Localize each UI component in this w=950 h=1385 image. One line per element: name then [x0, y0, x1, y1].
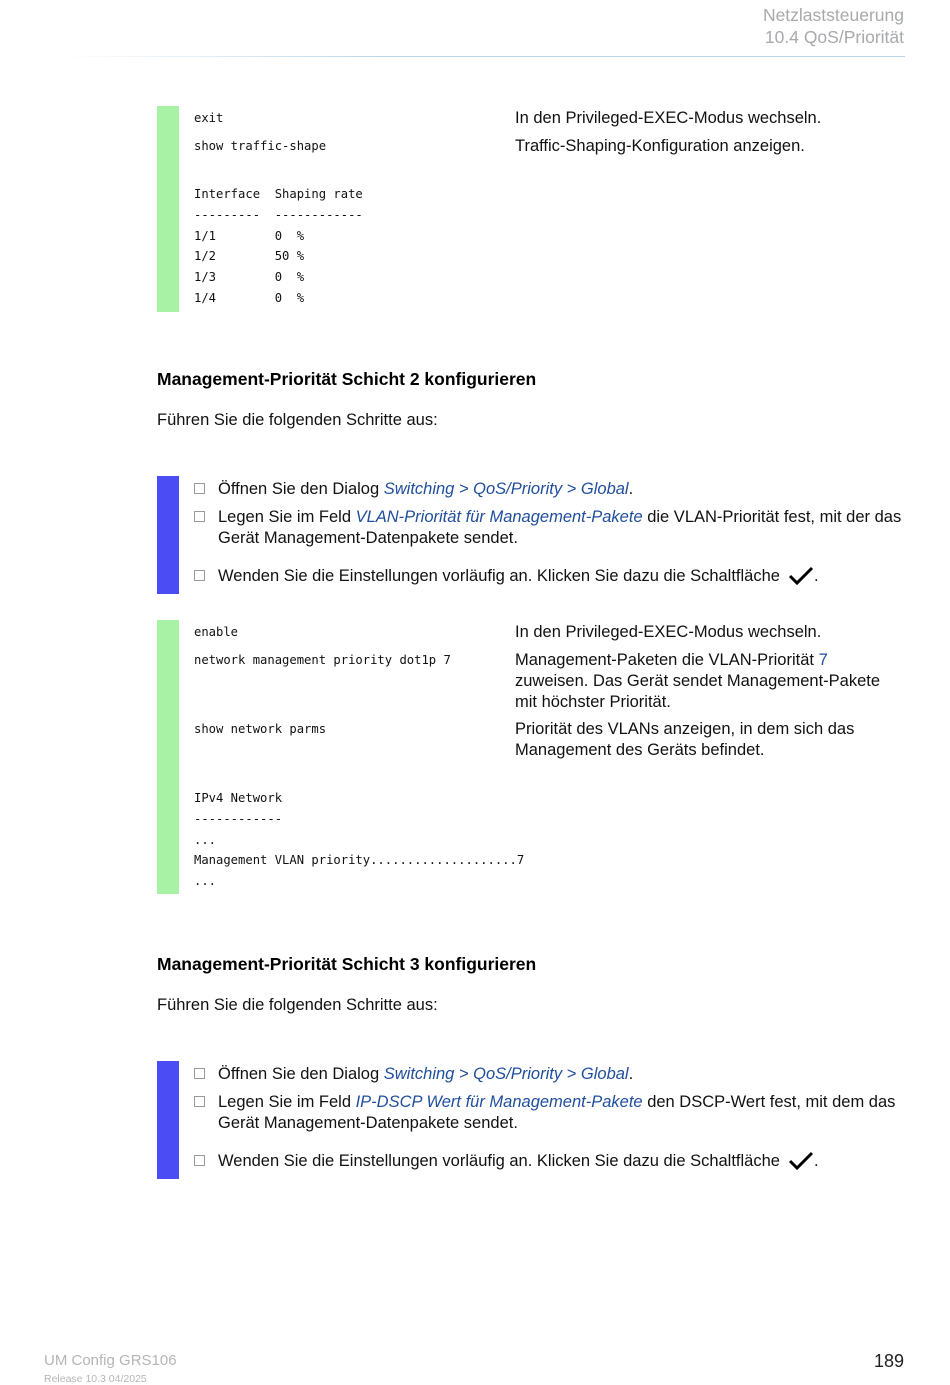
section-intro: Führen Sie die folgenden Schritte aus: — [157, 996, 438, 1014]
running-header-section: 10.4 QoS/Priorität — [764, 27, 904, 47]
cli-command: show network parms — [194, 722, 327, 736]
checkbox-icon[interactable] — [194, 483, 205, 494]
step-item: Öffnen Sie den Dialog Switching > QoS/Priority > Global. — [194, 479, 914, 500]
footer-document-title: UM Config GRS106 — [44, 1352, 177, 1369]
checkmark-icon[interactable] — [788, 566, 814, 592]
code-block-bar — [157, 106, 179, 312]
output-line: IPv4 Network — [194, 791, 283, 805]
steps-bar — [157, 1061, 179, 1179]
step-item: Wenden Sie die Einstellungen vorläufig an. Klicken Sie dazu die Schaltfläche . — [194, 1151, 914, 1172]
cli-output — [194, 184, 363, 309]
checkbox-icon[interactable] — [194, 1155, 205, 1166]
cli-description: Priorität des VLANs anzeigen, in dem sich das Management des Geräts befindet. — [515, 720, 855, 759]
checkbox-icon[interactable] — [194, 1096, 205, 1107]
dialog-link[interactable]: Switching > QoS/Priority > Global — [383, 1065, 629, 1083]
cli-command: enable — [194, 625, 239, 639]
step-item: Legen Sie im Feld VLAN-Priorität für Management-Pakete die VLAN-Priorität fest, mit der das Gerät Management-Datenpakete sendet. — [194, 507, 914, 549]
field-link[interactable]: IP-DSCP Wert für Management-Pakete — [355, 1093, 643, 1111]
output-line: 1/2 50 % — [194, 249, 305, 264]
section-intro: Führen Sie die folgenden Schritte aus: — [157, 411, 438, 429]
cli-output — [194, 788, 524, 892]
code-block-bar — [157, 620, 179, 894]
checkmark-icon[interactable] — [788, 1151, 814, 1177]
output-line: 1/4 0 % — [194, 290, 305, 305]
output-line: ... — [194, 874, 217, 889]
cli-command: network management priority dot1p 7 — [194, 653, 451, 667]
cli-description: Traffic-Shaping-Konfiguration anzeigen. — [515, 137, 805, 155]
output-line: 1/1 0 % — [194, 228, 305, 243]
step-item: Legen Sie im Feld IP-DSCP Wert für Management-Pakete den DSCP-Wert fest, mit dem das Gerät Management-Datenpakete sendet. — [194, 1092, 914, 1134]
steps-bar — [157, 476, 179, 594]
step-item: Wenden Sie die Einstellungen vorläufig an. Klicken Sie dazu die Schaltfläche . — [194, 566, 914, 587]
section-heading: Management-Priorität Schicht 3 konfigurieren — [157, 954, 537, 974]
header-divider — [60, 56, 905, 57]
dialog-link[interactable]: Switching > QoS/Priority > Global — [383, 480, 629, 498]
cli-description: Management-Paketen die VLAN-Priorität 7 zuweisen. Das Gerät sendet Management-Pakete mit höchster Priorität. — [515, 651, 881, 711]
output-line: --------- ------------ — [194, 207, 363, 222]
cli-command: exit — [194, 111, 224, 125]
output-line: ------------ — [194, 811, 283, 826]
cli-description: In den Privileged-EXEC-Modus wechseln. — [515, 109, 822, 127]
checkbox-icon[interactable] — [194, 1068, 205, 1079]
output-line: 1/3 0 % — [194, 270, 305, 285]
step-item: Öffnen Sie den Dialog Switching > QoS/Priority > Global. — [194, 1064, 914, 1085]
section-heading: Management-Priorität Schicht 2 konfigurieren — [157, 369, 537, 389]
output-line: Interface Shaping rate — [194, 187, 363, 201]
output-line: Management VLAN priority....................7 — [194, 853, 525, 868]
page-number: 189 — [873, 1351, 904, 1371]
footer-release: Release 10.3 04/2025 — [44, 1373, 147, 1385]
cli-command: show traffic-shape — [194, 139, 327, 153]
field-link[interactable]: VLAN-Priorität für Management-Pakete — [355, 508, 643, 526]
checkbox-icon[interactable] — [194, 570, 205, 581]
cli-description: In den Privileged-EXEC-Modus wechseln. — [515, 623, 822, 641]
running-header-chapter: Netzlaststeuerung — [762, 5, 904, 25]
checkbox-icon[interactable] — [194, 511, 205, 522]
output-line: ... — [194, 832, 217, 847]
